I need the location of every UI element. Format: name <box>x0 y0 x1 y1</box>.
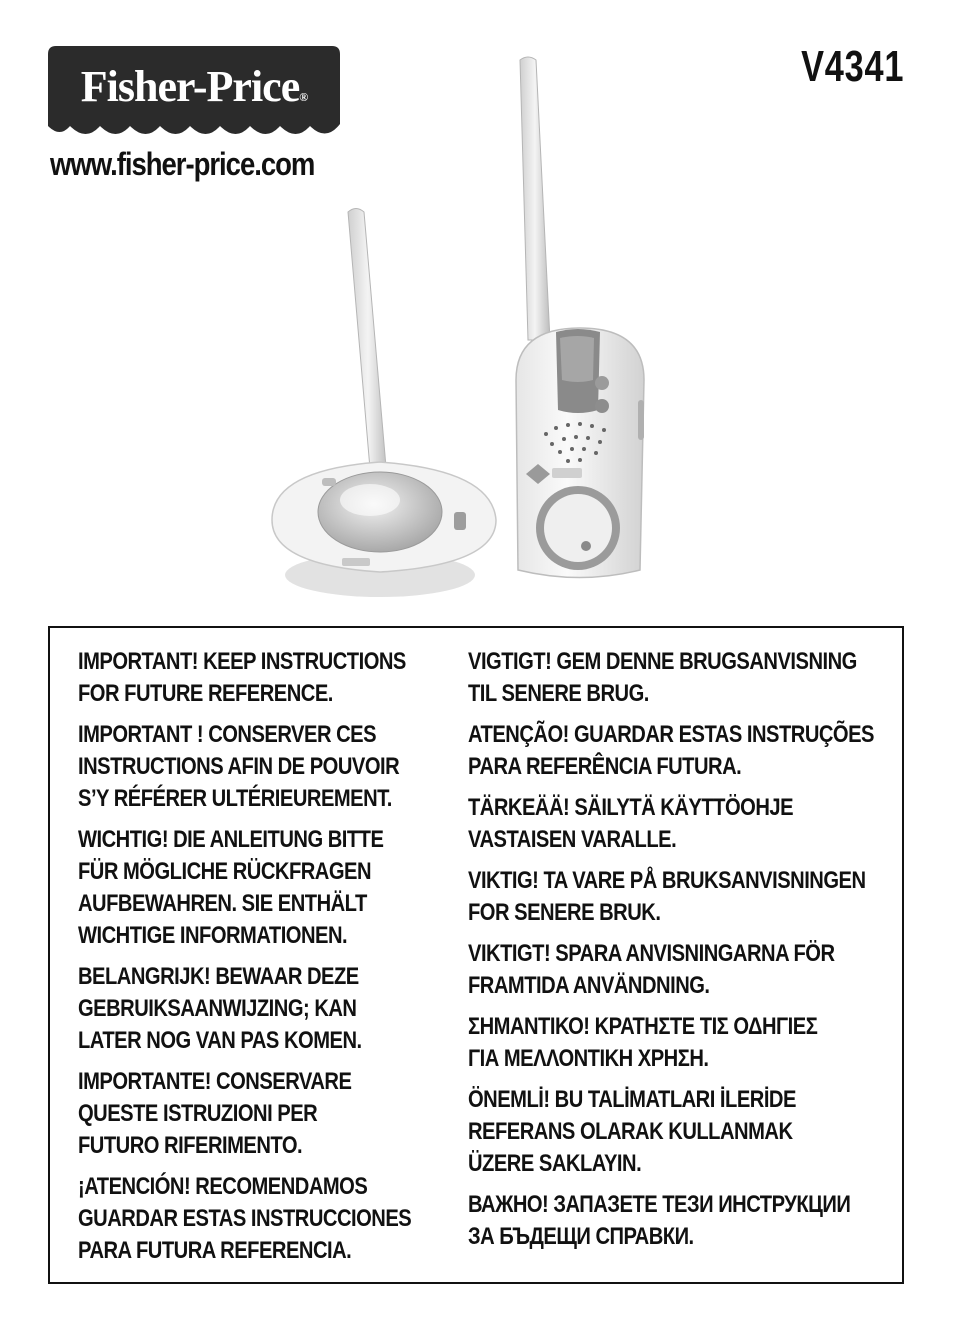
warning-dutch: BELANGRIJK! BEWAAR DEZE GEBRUIKSAANWIJZING; KAN LATER NOG VAN PAS KOMEN. <box>78 963 362 1054</box>
warning-portuguese: ATENÇÃO! GUARDAR ESTAS INSTRUÇÕES PARA REFERÊNCIA FUTURA. <box>468 721 874 780</box>
logo-brand-text: Fisher-Price <box>80 62 300 111</box>
warning-italian: IMPORTANTE! CONSERVARE QUESTE ISTRUZIONI PER FUTURO RIFERIMENTO. <box>78 1068 352 1159</box>
warning-danish: VIGTIGT! GEM DENNE BRUGSANVISNING TIL SENERE BRUG. <box>468 648 857 707</box>
warning-norwegian: VIKTIG! TA VARE PÅ BRUKSANVISNINGEN FOR SENERE BRUK. <box>468 867 866 926</box>
logo-wordmark: Fisher-Price® <box>80 62 308 111</box>
website-url: www.fisher-price.com <box>50 146 315 182</box>
warning-english: IMPORTANT! KEEP INSTRUCTIONS FOR FUTURE REFERENCE. <box>78 648 406 707</box>
warning-german: WICHTIG! DIE ANLEITUNG BITTE FÜR MÖGLICHE RÜCKFRAGEN AUFBEWAHREN. SIE ENTHÄLT WICHTIGE INFORMATIONEN. <box>78 826 384 949</box>
volume-up-button <box>595 376 609 390</box>
volume-down-button <box>595 399 609 413</box>
warning-turkish: ÖNEMLİ! BU TALİMATLARI İLERİDE REFERANS OLARAK KULLANMAK ÜZERE SAKLAYIN. <box>468 1086 796 1177</box>
warning-swedish: VIKTIGT! SPARA ANVISNINGARNA FÖR FRAMTIDA ANVÄNDNING. <box>468 940 835 999</box>
warning-spanish: ¡ATENCIÓN! RECOMENDAMOS GUARDAR ESTAS INSTRUCCIONES PARA FUTURA REFERENCIA. <box>78 1173 412 1264</box>
parent-antenna <box>520 57 550 340</box>
product-photo <box>260 50 680 610</box>
warning-finnish: TÄRKEÄÄ! SÄILYTÄ KÄYTTÖOHJE VASTAISEN VARALLE. <box>468 794 794 853</box>
warnings-right-column <box>468 646 888 1262</box>
parent-brand-badge <box>552 468 582 478</box>
base-brand-badge <box>342 558 370 566</box>
model-number: V4341 <box>800 42 904 91</box>
warning-french: IMPORTANT ! CONSERVER CES INSTRUCTIONS AFIN DE POUVOIR S’Y RÉFÉRER ULTÉRIEUREMENT. <box>78 721 400 812</box>
warning-bulgarian: ВАЖНО! ЗАПАЗЕТЕ ТЕЗИ ИНСТРУКЦИИ ЗА БЪДЕЩИ СПРАВКИ. <box>468 1191 851 1250</box>
warnings-left-column <box>78 646 498 1276</box>
baby-monitor-illustration <box>260 50 680 610</box>
warning-greek: ΣΗΜΑΝΤΙΚΟ! ΚΡΑΤΗΣΤΕ ΤΙΣ ΟΔΗΓΙΕΣ ΓΙΑ ΜΕΛΛΟΝΤΙΚΗ ΧΡΗΣΗ. <box>468 1013 818 1072</box>
base-antenna <box>348 209 388 493</box>
parent-unit <box>516 328 644 578</box>
keep-instructions-notice <box>48 626 904 1284</box>
base-unit <box>272 462 496 597</box>
